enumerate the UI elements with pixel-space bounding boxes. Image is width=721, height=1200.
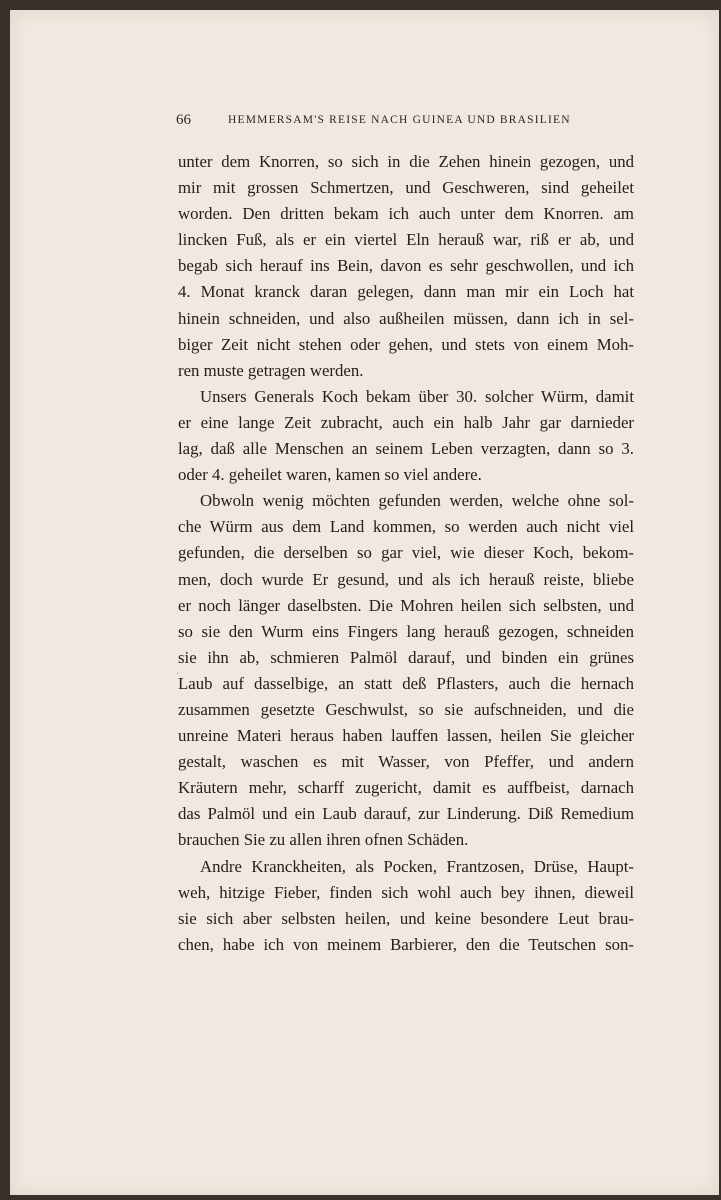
paragraph-4 [178, 854, 634, 958]
text-line: unreine Materi heraus haben lauffen lassen, heilen Sie gleicher [178, 726, 634, 746]
text-line: worden. Den dritten bekam ich auch unter dem Knorren. am [178, 204, 634, 224]
text-line: sie sich aber selbsten heilen, und keine besondere Leut brau- [178, 908, 634, 928]
margin-mark: · [176, 669, 180, 680]
text-line: so sie den Wurm eins Fingers lang herauß gezogen, schneiden [178, 621, 634, 641]
text-line: Unsers Generals Koch bekam über 30. solcher Würm, damit [200, 386, 634, 406]
text-line: das Palmöl und ein Laub darauf, zur Linderung. Diß Remedium [178, 804, 634, 824]
text-line: unter dem Knorren, so sich in die Zehen hinein gezogen, und [178, 152, 634, 171]
text-line: biger Zeit nicht stehen oder gehen, und stets von einem Moh- [178, 334, 634, 354]
text-line: lag, daß alle Menschen an seinem Leben verzagten, dann so 3. [178, 439, 634, 459]
text-line: Andre Kranckheiten, als Pocken, Frantzosen, Drüse, Haupt- [200, 856, 634, 876]
text-line: oder 4. geheilet waren, kamen so viel andere. [178, 465, 482, 485]
text-line: che Würm aus dem Land kommen, so werden auch nicht viel [178, 517, 634, 537]
text-line: men, doch wurde Er gesund, und als ich herauß reiste, bliebe [178, 569, 634, 589]
running-title: HEMMERSAM'S REISE NACH GUINEA UND BRASILIEN [228, 114, 571, 126]
body-text [178, 149, 634, 958]
text-line: Laub auf dasselbige, an statt deß Pflasters, auch die hernach [178, 673, 634, 693]
text-line: begab sich herauf ins Bein, davon es sehr geschwollen, und ich [178, 256, 634, 276]
text-line: Obwoln wenig möchten gefunden werden, welche ohne sol- [200, 491, 634, 511]
text-line: sie ihn ab, schmieren Palmöl darauf, und binden ein grünes [178, 647, 634, 667]
text-line: hinein schneiden, und also außheilen müssen, dann ich in sel- [178, 308, 634, 328]
paragraph-3 [178, 488, 634, 853]
text-line: zusammen gesetzte Geschwulst, so sie aufschneiden, und die [178, 699, 634, 719]
text-line: brauchen Sie zu allen ihren ofnen Schäden. [178, 830, 469, 850]
text-line: mir mit grossen Schmertzen, und Geschweren, sind geheilet [178, 178, 634, 198]
text-line: lincken Fuß, als er ein viertel Eln herauß war, riß er ab, und [178, 230, 634, 250]
text-line: weh, hitzige Fieber, finden sich wohl auch bey ihnen, dieweil [178, 882, 634, 902]
paragraph-1 [178, 149, 634, 384]
text-line: Kräutern mehr, scharff zugericht, damit es auffbeist, darnach [178, 778, 634, 798]
text-line: gefunden, die derselben so gar viel, wie dieser Koch, bekom- [178, 543, 634, 563]
page-header [176, 112, 632, 134]
text-line: chen, habe ich von meinem Barbierer, den die Teutschen son- [178, 934, 634, 954]
text-line: ren muste getragen werden. [178, 360, 364, 380]
text-line: er eine lange Zeit zubracht, auch ein halb Jahr gar darnieder [178, 412, 634, 432]
text-line: gestalt, waschen es mit Wasser, von Pfeffer, und andern [178, 752, 634, 772]
paragraph-2 [178, 384, 634, 488]
text-line: 4. Monat kranck daran gelegen, dann man mir ein Loch hat [178, 282, 634, 302]
text-line: er noch länger daselbsten. Die Mohren heilen sich selbsten, und [178, 595, 634, 615]
page-number: 66 [176, 112, 191, 128]
